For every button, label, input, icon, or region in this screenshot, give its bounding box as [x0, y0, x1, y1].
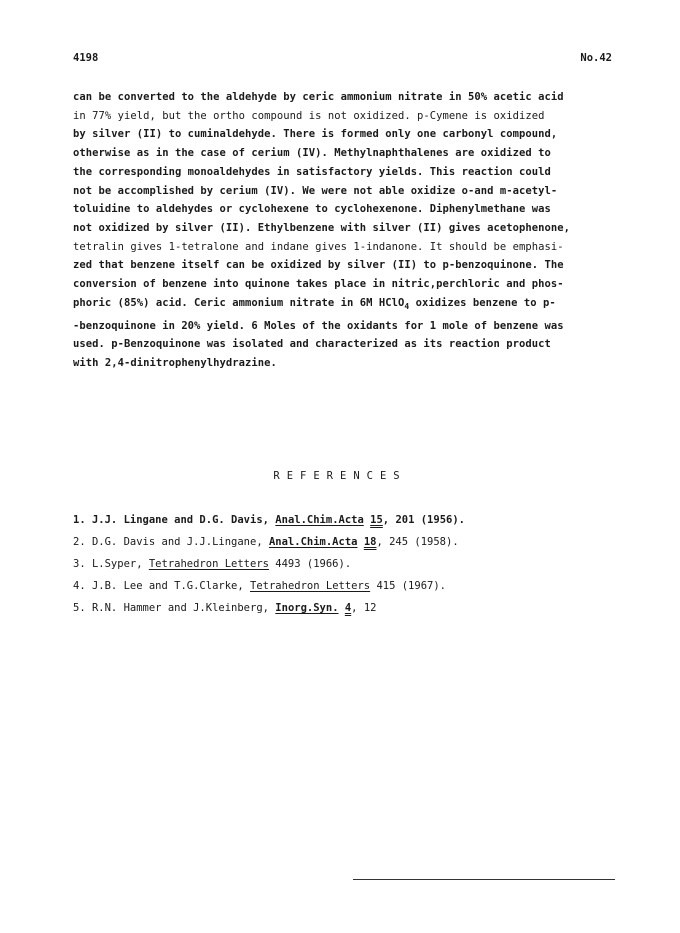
reference-text: , 12 [351, 602, 377, 614]
reference-authors: 4. J.B. Lee and T.G.Clarke, [73, 580, 251, 592]
reference-text: 415 (1967). [370, 580, 446, 592]
reference-item [73, 509, 633, 531]
reference-text: , 201 (1956). [382, 514, 465, 526]
reference-journal: Anal.Chim.Acta [268, 536, 358, 548]
reference-item [73, 531, 633, 553]
body-line-text: oxidizes benzene to p- [409, 296, 556, 309]
reference-item [73, 575, 633, 597]
references-heading: REFERENCES [273, 470, 407, 482]
reference-list [73, 509, 633, 619]
body-line: otherwise as in the case of cerium (IV). Methylnaphthalenes are oxidized to [73, 147, 551, 160]
body-line: -benzoquinone in 20% yield. 6 Moles of the oxidants for 1 mole of benzene was [73, 319, 564, 332]
body-line: conversion of benzene into quinone takes place in nitric,perchloric and phos- [73, 278, 564, 291]
body-line [73, 294, 625, 317]
reference-journal: Tetrahedron Letters [148, 558, 269, 570]
body-line: the corresponding monoaldehydes in satisfactory yields. This reaction could [73, 165, 551, 178]
subscript: 4 [404, 301, 410, 311]
body-line: with 2,4-dinitrophenylhydrazine. [73, 356, 277, 369]
body-line: toluidine to aldehydes or cyclohexene to cyclohexenone. Diphenylmethane was [73, 203, 551, 216]
reference-text: 4493 (1966). [268, 558, 352, 570]
reference-journal: Anal.Chim.Acta [275, 514, 364, 526]
body-paragraph [73, 88, 625, 373]
body-line: by silver (II) to cuminaldehyde. There is formed only one carbonyl compound, [73, 128, 558, 141]
journal-issue: No.42 [580, 52, 612, 64]
body-line: used. p-Benzoquinone was isolated and characterized as its reaction product [73, 338, 551, 351]
body-line: zed that benzene itself can be oxidized by silver (II) to p-benzoquinone. The [73, 259, 564, 272]
body-line: tetralin gives 1-tetralone and indane gives 1-indanone. It should be emphasi- [73, 240, 564, 253]
reference-item [73, 553, 633, 575]
reference-journal: Inorg.Syn. [275, 602, 339, 614]
reference-authors: 1. J.J. Lingane and D.G. Davis, [73, 514, 276, 526]
reference-authors: 2. D.G. Davis and J.J.Lingane, [73, 536, 269, 548]
body-line: not oxidized by silver (II). Ethylbenzene with silver (II) gives acetophenone, [73, 221, 570, 234]
reference-authors: 5. R.N. Hammer and J.Kleinberg, [73, 602, 276, 614]
reference-volume: 18 [363, 536, 377, 548]
reference-text: , 245 (1958). [376, 536, 459, 548]
body-line: not be accomplished by cerium (IV). We were not able oxidize o-and m-acetyl- [73, 184, 558, 197]
reference-authors: 3. L.Syper, [73, 558, 149, 570]
body-line: in 77% yield, but the ortho compound is not oxidized. p-Cymene is oxidized [73, 109, 545, 122]
reference-volume: 4 [344, 602, 352, 614]
body-line: can be converted to the aldehyde by ceric ammonium nitrate in 50% acetic acid [73, 91, 564, 103]
body-line-text: phoric (85%) acid. Ceric ammonium nitrate in 6M HClO [73, 296, 405, 309]
footnote-rule [353, 879, 615, 880]
reference-journal: Tetrahedron Letters [250, 580, 371, 592]
reference-item [73, 597, 633, 619]
reference-volume: 15 [370, 514, 383, 526]
page-number: 4198 [73, 52, 99, 64]
